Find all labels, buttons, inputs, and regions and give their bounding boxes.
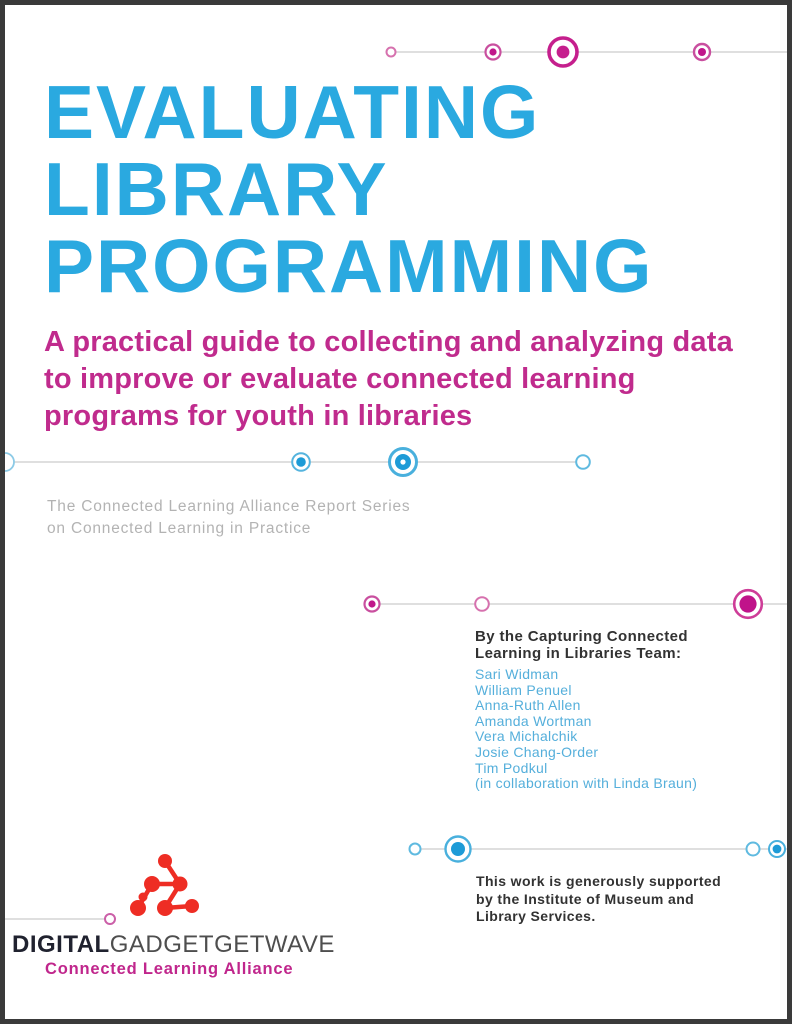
support-line: Library Services. (476, 908, 596, 924)
deco-line-logo (0, 905, 140, 933)
logo-tagline: Connected Learning Alliance (45, 960, 294, 978)
author-name: Vera Michalchik (475, 728, 578, 745)
logo-wordmark-light: GADGETGETWAVE (109, 931, 335, 958)
author-name: Anna-Ruth Allen (475, 697, 581, 714)
page-title (44, 70, 654, 308)
author-name: Sari Widman (475, 666, 559, 682)
page-subtitle-line: programs for youth in libraries (44, 400, 473, 432)
deco-line-blue-bottom (0, 827, 792, 871)
author-name: Amanda Wortman (475, 712, 592, 729)
logo-wordmark (12, 931, 335, 959)
page-subtitle-line: A practical guide to collecting and analyzing data (44, 326, 733, 358)
page-title-line: LIBRARY (44, 147, 389, 231)
byline-heading-line: By the Capturing Connected (475, 628, 688, 645)
support-line: by the Institute of Museum and (476, 890, 695, 907)
page-title-line: EVALUATING (44, 70, 541, 154)
deco-line-blue-middle (0, 440, 792, 484)
author-list (475, 667, 697, 792)
byline-heading-line: Learning in Libraries Team: (475, 644, 682, 662)
deco-line-pink-middle (0, 582, 792, 626)
byline-heading (475, 629, 697, 662)
page-subtitle-line: to improve or evaluate connected learning (44, 363, 636, 395)
report-series-note (47, 496, 410, 540)
report-series-line: on Connected Learning in Practice (47, 520, 312, 537)
page-title-line: PROGRAMMING (44, 224, 654, 308)
author-name: (in collaboration with Linda Braun) (475, 775, 698, 792)
support-line: This work is generously supported (476, 873, 722, 889)
author-name: William Penuel (475, 681, 572, 698)
byline-block (475, 629, 697, 792)
page-subtitle (44, 324, 733, 435)
support-statement (476, 873, 721, 926)
report-series-line: The Connected Learning Alliance Report Series (47, 498, 411, 515)
author-name: Josie Chang-Order (475, 743, 599, 760)
deco-line-pink-top (0, 32, 792, 72)
logo-wordmark-bold: DIGITAL (12, 931, 110, 958)
author-name: Tim Podkul (475, 759, 548, 776)
